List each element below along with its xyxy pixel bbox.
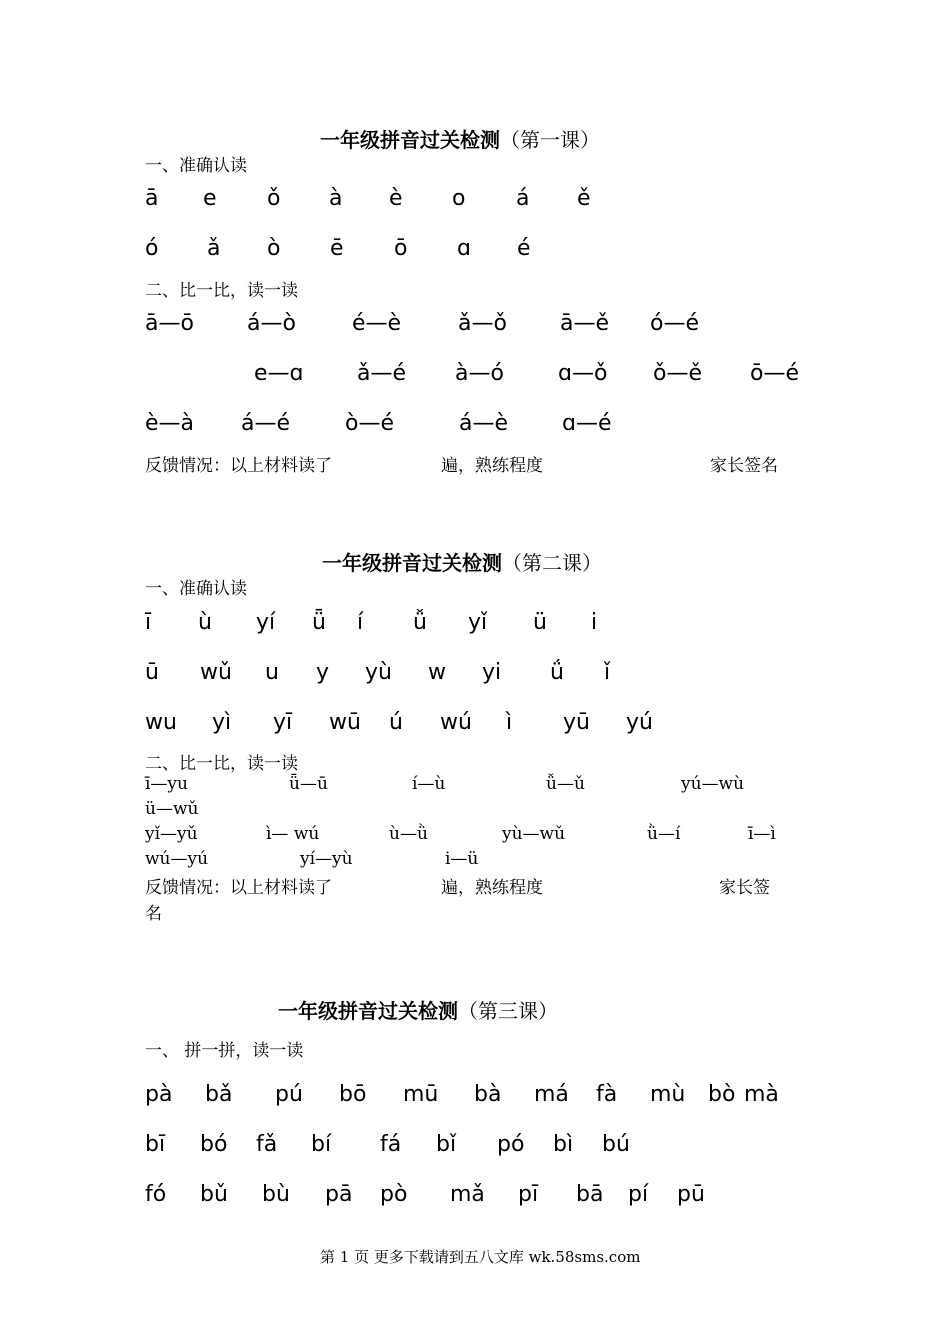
pinyin-syllable: fà [596, 1082, 618, 1107]
pinyin-item: ǚ [413, 610, 427, 635]
pinyin-item: ü [533, 610, 547, 635]
pinyin-item: á [516, 186, 530, 211]
pinyin-pair: ǚ—ǔ [546, 774, 585, 794]
pinyin-item: yì [212, 710, 232, 735]
pinyin-item: ì [506, 710, 513, 735]
pinyin-item: wú [440, 710, 472, 735]
lesson3-section1: 一、 拼一拼，读一读 [145, 1041, 304, 1061]
pinyin-pair: ǜ—í [647, 824, 681, 844]
pinyin-pair: yí—yù [300, 849, 353, 869]
pinyin-pair: ǖ—ū [289, 774, 328, 794]
pinyin-item: yù [365, 660, 392, 685]
pinyin-pair: wú—yú [145, 849, 209, 869]
pinyin-syllable: bō [339, 1082, 367, 1107]
pinyin-item: ǘ [550, 660, 564, 685]
lesson2-section2: 二、比一比，读一读 [145, 754, 298, 774]
pinyin-syllable: mǎ [450, 1182, 485, 1207]
pinyin-pair: yǐ—yǔ [145, 824, 198, 844]
lesson1-feedback-read: 反馈情况：以上材料读了 [145, 456, 332, 476]
pinyin-pair: e—ɑ [254, 361, 304, 386]
pinyin-pair: ɑ—é [562, 411, 612, 436]
pinyin-syllable: bā [576, 1182, 604, 1207]
pinyin-item: ó [145, 236, 159, 261]
lesson1-section2: 二、比一比，读一读 [145, 281, 298, 301]
pinyin-syllable: fá [380, 1132, 402, 1157]
pinyin-pair: ɑ—ǒ [558, 361, 608, 386]
pinyin-item: ō [394, 236, 408, 261]
pinyin-syllable: pī [518, 1182, 539, 1207]
pinyin-pair: i—ü [445, 849, 479, 869]
pinyin-pair: ǎ—ǒ [458, 311, 507, 336]
pinyin-syllable: pū [677, 1182, 705, 1207]
pinyin-pair: è—à [145, 411, 195, 436]
pinyin-item: à [329, 186, 343, 211]
pinyin-pair: ā—ě [560, 311, 610, 336]
pinyin-syllable: bī [145, 1132, 166, 1157]
lesson2-title: 一年级拼音过关检测（第二课） [322, 551, 602, 575]
pinyin-item: i [591, 610, 598, 635]
pinyin-item: wū [329, 710, 361, 735]
pinyin-item: o [452, 186, 466, 211]
pinyin-syllable: bò [708, 1082, 736, 1107]
pinyin-pair: á—ò [247, 311, 296, 336]
pinyin-pair: ò—é [345, 411, 394, 436]
pinyin-item: ǖ [312, 610, 326, 635]
pinyin-item: ū [145, 660, 159, 685]
pinyin-syllable: pà [145, 1082, 173, 1107]
pinyin-syllable: mà [744, 1082, 779, 1107]
pinyin-syllable: pó [497, 1132, 525, 1157]
lesson2-feedback-signature: 家长签 [719, 878, 770, 898]
pinyin-item: è [389, 186, 403, 211]
pinyin-pair: á—é [241, 411, 291, 436]
pinyin-pair: ì— wú [266, 824, 320, 844]
pinyin-syllable: mù [650, 1082, 686, 1107]
pinyin-item: e [203, 186, 217, 211]
pinyin-item: ē [330, 236, 344, 261]
lesson1-title: 一年级拼音过关检测（第一课） [320, 128, 600, 152]
pinyin-item: ǒ [267, 186, 281, 211]
pinyin-syllable: bǔ [200, 1182, 228, 1207]
pinyin-pair: ō—é [750, 361, 799, 386]
pinyin-item: yū [563, 710, 590, 735]
pinyin-item: ī [145, 610, 152, 635]
pinyin-item: ò [267, 236, 281, 261]
pinyin-syllable: bú [602, 1132, 630, 1157]
pinyin-pair: é—è [352, 311, 402, 336]
pinyin-item: yī [273, 710, 293, 735]
pinyin-syllable: mū [403, 1082, 439, 1107]
lesson1-feedback-signature: 家长签名 [710, 456, 778, 476]
pinyin-pair: ā—ō [145, 311, 194, 336]
pinyin-pair: yú—wù [681, 774, 745, 794]
pinyin-item: ě [577, 186, 591, 211]
lesson3-title: 一年级拼音过关检测（第三课） [278, 999, 558, 1023]
pinyin-item: yí [256, 610, 276, 635]
lesson2-feedback-read: 反馈情况：以上材料读了 [145, 878, 332, 898]
lesson2-feedback-signature-cont: 名 [145, 904, 162, 924]
pinyin-pair: ǎ—é [357, 361, 407, 386]
pinyin-item: y [316, 660, 330, 685]
pinyin-syllable: bù [262, 1182, 290, 1207]
pinyin-syllable: pí [628, 1182, 649, 1207]
pinyin-item: wǔ [200, 660, 232, 685]
pinyin-syllable: bì [553, 1132, 574, 1157]
pinyin-item: ǐ [604, 660, 611, 685]
pinyin-syllable: bǎ [205, 1082, 233, 1107]
pinyin-syllable: bó [200, 1132, 228, 1157]
pinyin-syllable: fó [145, 1182, 167, 1207]
pinyin-pair: à—ó [455, 361, 504, 386]
pinyin-item: yǐ [468, 610, 488, 635]
lesson1-section1: 一、准确认读 [145, 156, 247, 176]
pinyin-pair: ī—ì [748, 824, 776, 844]
page-footer: 第 1 页 更多下载请到五八文库 wk.58sms.com [320, 1248, 641, 1266]
pinyin-item: í [357, 610, 364, 635]
lesson1-feedback-fluency: 遍，熟练程度 [441, 456, 543, 476]
pinyin-syllable: má [534, 1082, 569, 1107]
pinyin-item: yú [626, 710, 653, 735]
pinyin-item: ǎ [207, 236, 221, 261]
pinyin-pair: í—ù [412, 774, 446, 794]
pinyin-item: yi [482, 660, 502, 685]
pinyin-syllable: bí [311, 1132, 332, 1157]
pinyin-syllable: bà [474, 1082, 502, 1107]
pinyin-item: ù [198, 610, 212, 635]
pinyin-pair: ǒ—ě [653, 361, 702, 386]
pinyin-item: ɑ [457, 236, 471, 261]
lesson2-section1: 一、准确认读 [145, 579, 247, 599]
pinyin-pair: ī—yu [145, 774, 188, 794]
pinyin-syllable: pú [275, 1082, 303, 1107]
pinyin-pair: ó—é [650, 311, 699, 336]
pinyin-item: u [265, 660, 279, 685]
pinyin-item: ā [145, 186, 159, 211]
pinyin-syllable: pā [325, 1182, 353, 1207]
pinyin-pair: ü—wǔ [145, 799, 199, 819]
pinyin-item: wu [145, 710, 177, 735]
pinyin-item: é [517, 236, 531, 261]
pinyin-item: ú [389, 710, 403, 735]
pinyin-syllable: pò [380, 1182, 408, 1207]
lesson2-feedback-fluency: 遍，熟练程度 [441, 878, 543, 898]
pinyin-pair: yù—wǔ [502, 824, 566, 844]
pinyin-pair: ù—ǜ [389, 824, 428, 844]
pinyin-syllable: bǐ [436, 1132, 457, 1157]
pinyin-syllable: fǎ [256, 1132, 278, 1157]
pinyin-pair: á—è [459, 411, 509, 436]
pinyin-item: w [428, 660, 446, 685]
